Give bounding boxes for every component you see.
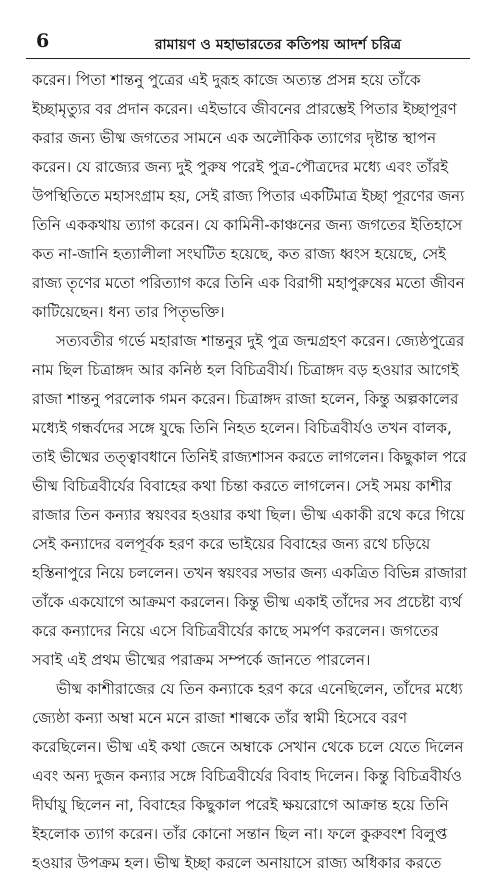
text-line: রাজার তিন কন্যার স্বয়ংবর হওয়ার কথা ছিল। ভীষ্ম একাকী রথে করে গিয়ে xyxy=(32,506,465,524)
text-line: করেছিলেন। ভীষ্ম এই কথা জেনে অম্বাকে সেখান থেকে চলে যেতে দিলেন xyxy=(32,738,464,756)
body-text xyxy=(32,66,468,878)
text-line: সবাই এই প্রথম ভীষ্মের পরাক্রম সম্পর্কে জানতে পারলেন। xyxy=(32,651,371,669)
text-line: এবং অন্য দুজন কন্যার সঙ্গে বিচিত্রবীর্যের বিবাহ দিলেন। কিন্তু বিচিত্রবীর্যও xyxy=(32,767,462,785)
text-line: ইহলোক ত্যাগ করেন। তাঁর কোনো সন্তান ছিল না। ফলে কুরুবংশ বিলুপ্ত xyxy=(32,825,448,843)
paragraph-3 xyxy=(32,675,468,878)
text-line: উপস্থিতিতে মহাসংগ্রাম হয়, সেই রাজ্য পিতার একটিমাত্র ইচ্ছা পূরণের জন্য xyxy=(32,188,465,205)
text-line: তাই ভীষ্মের তত্ত্বাবধানে তিনিই রাজ্যশাসন করতে লাগলেন। কিছুকাল পরে xyxy=(32,449,467,466)
text-line: হওয়ার উপক্রম হল। ভীষ্ম ইচ্ছা করলে অনায়াসে রাজ্য অধিকার করতে xyxy=(32,854,442,872)
text-line: নাম ছিল চিত্রাঙ্গদ আর কনিষ্ঠ হল বিচিত্রবীর্য। চিত্রাঙ্গদ বড় হওয়ার আগেই xyxy=(32,361,459,379)
text-line: সেই কন্যাদের বলপূর্বক হরণ করে ভাইয়ের বিবাহের জন্য রথে চড়িয়ে xyxy=(32,535,431,553)
text-line: মধ্যেই গন্ধর্বদের সঙ্গে যুদ্ধে তিনি নিহত হলেন। বিচিত্রবীর্যও তখন বালক, xyxy=(32,419,452,437)
text-line: ভীষ্ম কাশীরাজের যে তিন কন্যাকে হরণ করে এনেছিলেন, তাঁদের মধ্যে xyxy=(56,680,463,698)
text-line: জ্যেষ্ঠা কন্যা অম্বা মনে মনে রাজা শাল্বকে তাঁর স্বামী হিসেবে বরণ xyxy=(32,709,408,727)
text-line: দীর্ঘায়ু ছিলেন না, বিবাহের কিছুকাল পরেই ক্ষয়রোগে আক্রান্ত হয়ে তিনি xyxy=(32,796,449,814)
text-line: হস্তিনাপুরে নিয়ে চললেন। তখন স্বয়ংবর সভার জন্য একত্রিত বিভিন্ন রাজারা xyxy=(32,565,467,582)
header-rule xyxy=(26,58,470,59)
text-line: করেন। পিতা শান্তনু পুত্রের এই দুরূহ কাজে অত্যন্ত প্রসন্ন হয়ে তাঁকে xyxy=(32,71,421,89)
text-line: তাঁকে একযোগে আক্রমণ করলেন। কিন্তু ভীষ্ম একাই তাঁদের সব প্রচেষ্টা ব্যর্থ xyxy=(32,594,462,611)
text-line: কাটিয়েছেন। ধন্য তার পিতৃভক্তি। xyxy=(32,303,225,321)
text-line: ভীষ্ম বিচিত্রবীর্যের বিবাহের কথা চিন্তা করতে লাগলেন। সেই সময় কাশীর xyxy=(32,477,452,495)
running-title: রামায়ণ ও মহাভারতের কতিপয় আদর্শ চরিত্র xyxy=(154,37,402,53)
paragraph-2 xyxy=(32,327,468,675)
text-line: তিনি এককথায় ত্যাগ করেন। যে কামিনী-কাঞ্চনের জন্য জগতের ইতিহাসে xyxy=(32,216,463,234)
text-line: ইচ্ছামৃত্যুর বর প্রদান করেন। এইভাবে জীবনের প্রারম্ভেই পিতার ইচ্ছাপূরণ xyxy=(32,100,457,118)
paragraph-1 xyxy=(32,66,468,327)
text-line: সত্যবতীর গর্ভে মহারাজ শান্তনুর দুই পুত্র জন্মগ্রহণ করেন। জ্যেষ্ঠপুত্রের xyxy=(56,332,465,350)
text-line: করেন। যে রাজ্যের জন্য দুই পুরুষ পরেই পুত্র-পৌত্রদের মধ্যে এবং তাঁরই xyxy=(32,158,449,176)
text-line: রাজ্য তৃণের মতো পরিত্যাগ করে তিনি এক বিরাগী মহাপুরুষের মতো জীবন xyxy=(32,275,465,292)
page-number: 6 xyxy=(36,30,50,52)
text-line: করার জন্য ভীষ্ম জগতের সামনে এক অলৌকিক ত্যাগের দৃষ্টান্ত স্থাপন xyxy=(32,129,437,147)
text-line: রাজা শান্তনু পরলোক গমন করেন। চিত্রাঙ্গদ রাজা হলেন, কিন্তু অল্পকালের xyxy=(32,390,459,408)
text-line: করে কন্যাদের নিয়ে এসে বিচিত্রবীর্যের কাছে সমর্পণ করলেন। জগতের xyxy=(32,622,439,640)
page-header xyxy=(22,28,472,56)
text-line: কত না-জানি হত্যালীলা সংঘটিত হয়েছে, কত রাজ্য ধ্বংস হয়েছে, সেই xyxy=(32,245,446,263)
